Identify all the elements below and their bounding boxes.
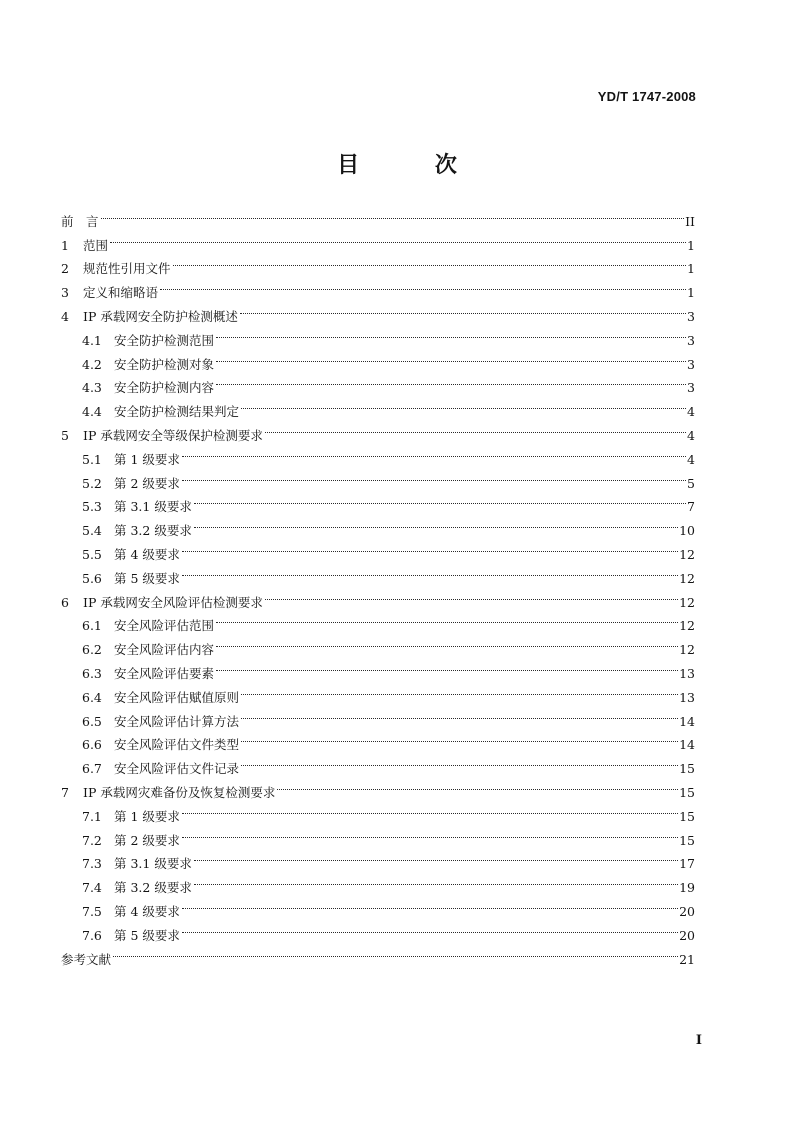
toc-entry-number: 7.4 — [82, 880, 102, 896]
toc-entry[interactable] — [61, 250, 695, 277]
toc-entry-number: 5.2 — [82, 475, 102, 491]
toc-dot-leader — [241, 726, 678, 750]
toc-entry-title: 规范性引用文件 — [83, 261, 171, 277]
toc-entry-page: 15 — [679, 832, 695, 848]
toc-entry-title: 第 2 级要求 — [114, 475, 180, 491]
toc-entry-number: 1 — [61, 237, 69, 253]
toc-entry-title: IP 承载网安全防护检测概述 — [83, 308, 238, 324]
toc-entry-title: 第 3.2 级要求 — [114, 523, 192, 539]
toc-entry-page: 1 — [687, 261, 695, 277]
toc-dot-leader — [182, 916, 678, 940]
toc-entry-number: 4.1 — [82, 332, 102, 348]
toc-entry-number: 4.2 — [82, 356, 102, 372]
page-title: 目 次 — [337, 152, 491, 178]
toc-entry-number: 6.1 — [82, 618, 102, 634]
toc-dot-leader — [241, 702, 678, 726]
toc-entry[interactable] — [61, 226, 695, 253]
toc-entry-number: 4.3 — [82, 380, 102, 396]
toc-entry-title: 第 3.1 级要求 — [114, 856, 192, 872]
toc-entry-page: 21 — [679, 951, 695, 967]
toc-entry-page: 4 — [687, 451, 695, 467]
toc-entry-number: 4 — [61, 308, 69, 324]
toc-entry-title: 安全防护检测结果判定 — [114, 404, 240, 420]
toc-dot-leader — [173, 250, 687, 274]
toc-entry-page: 1 — [687, 237, 695, 253]
toc-dot-leader — [216, 369, 686, 393]
table-of-contents — [61, 202, 695, 967]
toc-entry-page: 12 — [679, 594, 695, 610]
toc-entry-number: 6.5 — [82, 713, 102, 729]
toc-entry-title: 安全防护检测对象 — [114, 356, 215, 372]
toc-entry-number: 5.6 — [82, 570, 102, 586]
toc-entry-page: 13 — [679, 665, 695, 681]
toc-entry-title: 第 3.1 级要求 — [114, 499, 192, 515]
toc-dot-leader — [216, 630, 678, 654]
toc-dot-leader — [277, 773, 678, 797]
toc-entry-page: 12 — [679, 546, 695, 562]
toc-entry-title: IP 承载网安全风险评估检测要求 — [83, 594, 263, 610]
toc-entry-page: 3 — [687, 356, 695, 372]
toc-dot-leader — [110, 226, 686, 250]
toc-entry-page: 7 — [687, 499, 695, 515]
toc-dot-leader — [182, 559, 678, 583]
toc-dot-leader — [182, 464, 686, 488]
toc-dot-leader — [194, 488, 686, 512]
toc-entry-page: 20 — [679, 927, 695, 943]
toc-entry-title: 第 5 级要求 — [114, 570, 180, 586]
toc-dot-leader — [101, 202, 685, 226]
toc-entry-page: 20 — [679, 903, 695, 919]
toc-entry-page: II — [685, 213, 695, 229]
toc-dot-leader — [182, 797, 678, 821]
toc-dot-leader — [216, 345, 686, 369]
toc-entry-title: 第 3.2 级要求 — [114, 880, 192, 896]
toc-entry-page: 4 — [687, 404, 695, 420]
toc-dot-leader — [182, 440, 686, 464]
toc-dot-leader — [216, 321, 686, 345]
toc-entry-title: 第 5 级要求 — [114, 927, 180, 943]
toc-entry-number: 7 — [61, 784, 69, 800]
toc-entry-title: 安全风险评估要素 — [114, 665, 215, 681]
toc-entry-number: 5.3 — [82, 499, 102, 515]
toc-entry-number: 5.4 — [82, 523, 102, 539]
toc-entry-page: 15 — [679, 808, 695, 824]
toc-entry-title: IP 承载网灾难备份及恢复检测要求 — [83, 784, 276, 800]
toc-dot-leader — [194, 511, 678, 535]
toc-entry-title: 第 4 级要求 — [114, 903, 180, 919]
toc-dot-leader — [194, 845, 678, 869]
toc-entry-title: 安全风险评估赋值原则 — [114, 689, 240, 705]
toc-dot-leader — [182, 821, 678, 845]
toc-dot-leader — [241, 749, 678, 773]
toc-entry-title: 参考文献 — [61, 951, 112, 967]
toc-entry-title: 安全风险评估计算方法 — [114, 713, 240, 729]
toc-dot-leader — [182, 535, 678, 559]
toc-entry-title: IP 承载网安全等级保护检测要求 — [83, 427, 263, 443]
toc-entry-title: 定义和缩略语 — [83, 285, 159, 301]
toc-dot-leader — [216, 607, 678, 631]
toc-entry-title: 范围 — [83, 237, 109, 253]
toc-entry-title: 安全风险评估内容 — [114, 642, 215, 658]
toc-dot-leader — [113, 940, 678, 964]
toc-dot-leader — [240, 297, 686, 321]
toc-entry-title: 安全防护检测范围 — [114, 332, 215, 348]
toc-entry-page: 10 — [679, 523, 695, 539]
toc-entry-page: 3 — [687, 332, 695, 348]
toc-entry-page: 3 — [687, 380, 695, 396]
toc-dot-leader — [182, 892, 678, 916]
toc-entry-title: 安全风险评估文件记录 — [114, 761, 240, 777]
toc-entry-page: 15 — [679, 761, 695, 777]
toc-entry-number: 6.3 — [82, 665, 102, 681]
toc-entry-title: 安全风险评估文件类型 — [114, 737, 240, 753]
toc-entry-number: 5.5 — [82, 546, 102, 562]
toc-entry-number: 5.1 — [82, 451, 102, 467]
toc-entry-page: 5 — [687, 475, 695, 491]
toc-entry-number: 7.5 — [82, 903, 102, 919]
toc-entry-number: 6.2 — [82, 642, 102, 658]
toc-entry-number: 6.6 — [82, 737, 102, 753]
toc-entry-number: 5 — [61, 427, 69, 443]
toc-dot-leader — [194, 868, 678, 892]
toc-entry-page: 14 — [679, 713, 695, 729]
toc-entry-page: 3 — [687, 308, 695, 324]
toc-entry-number: 6 — [61, 594, 69, 610]
document-code: YD/T 1747-2008 — [597, 89, 696, 104]
toc-entry-number: 7.6 — [82, 927, 102, 943]
toc-entry-number: 4.4 — [82, 404, 102, 420]
toc-entry-number: 2 — [61, 261, 69, 277]
toc-dot-leader — [241, 678, 678, 702]
toc-entry[interactable] — [61, 202, 695, 229]
toc-entry-page: 17 — [679, 856, 695, 872]
toc-entry-page: 1 — [687, 285, 695, 301]
toc-entry-number: 7.3 — [82, 856, 102, 872]
toc-entry-title: 前 言 — [61, 213, 99, 229]
toc-dot-leader — [241, 392, 686, 416]
toc-entry-number: 6.4 — [82, 689, 102, 705]
toc-entry-title: 安全风险评估范围 — [114, 618, 215, 634]
page-number: I — [695, 1033, 702, 1048]
toc-entry-title: 安全防护检测内容 — [114, 380, 215, 396]
toc-entry-number: 7.2 — [82, 832, 102, 848]
toc-entry-title: 第 1 级要求 — [114, 808, 180, 824]
toc-entry-page: 19 — [679, 880, 695, 896]
toc-entry-title: 第 4 级要求 — [114, 546, 180, 562]
toc-entry-number: 6.7 — [82, 761, 102, 777]
toc-entry[interactable] — [61, 940, 695, 967]
toc-entry-page: 12 — [679, 618, 695, 634]
toc-dot-leader — [160, 273, 686, 297]
toc-dot-leader — [216, 654, 678, 678]
toc-entry-title: 第 2 级要求 — [114, 832, 180, 848]
toc-dot-leader — [265, 583, 678, 607]
toc-entry-page: 15 — [679, 784, 695, 800]
toc-entry-number: 3 — [61, 285, 69, 301]
toc-entry-page: 14 — [679, 737, 695, 753]
toc-entry-page: 4 — [687, 427, 695, 443]
toc-entry-page: 12 — [679, 570, 695, 586]
toc-entry-title: 第 1 级要求 — [114, 451, 180, 467]
toc-entry-page: 13 — [679, 689, 695, 705]
toc-dot-leader — [265, 416, 686, 440]
toc-entry-page: 12 — [679, 642, 695, 658]
toc-entry-number: 7.1 — [82, 808, 102, 824]
